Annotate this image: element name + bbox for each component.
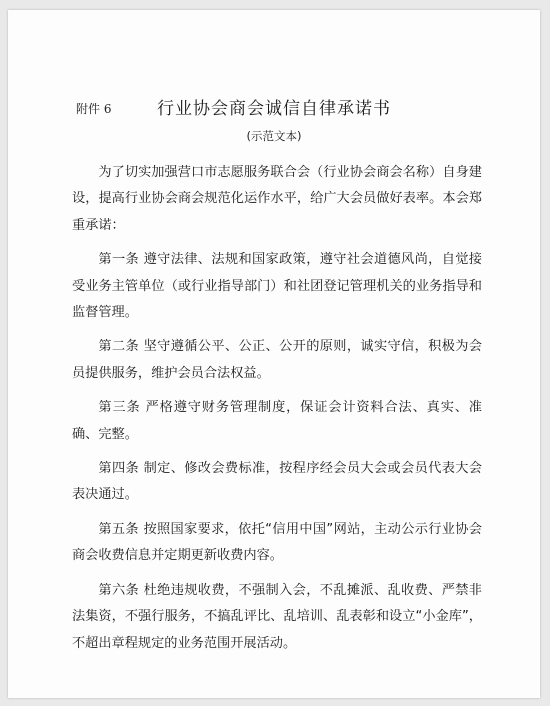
article-3: 第三条 严格遵守财务管理制度，保证会计资料合法、真实、准确、完整。: [72, 400, 482, 442]
article-4: 第四条 制定、修改会费标准，按程序经会员大会或会员代表大会表决通过。: [72, 461, 482, 503]
article-5: 第五条 按照国家要求，依托“信用中国”网站，主动公示行业协会商会收费信息并定期更新收费内容。: [72, 521, 482, 564]
intro-paragraph: 为了切实加强营口市志愿服务联合会（行业协会商会名称）自身建设，提高行业协会商会规范化运作水平，给广大会员做好表率。本会郑重承诺：: [72, 165, 482, 233]
article-2: 第二条 坚守遵循公平、公正、公开的原则，诚实守信，积极为会员提供服务，维护会员合法权益。: [72, 339, 482, 381]
annex-label: 附件 6: [76, 102, 112, 116]
document-page: [8, 10, 540, 698]
article-1: 第一条 遵守法律、法规和国家政策，遵守社会道德风尚，自觉接受业务主管单位（或行业指导部门）和社团登记管理机关的业务指导和监督管理。: [72, 252, 482, 321]
document-body: [72, 160, 482, 657]
document-title: 行业协会商会诚信自律承诺书: [157, 99, 391, 119]
article-6: 第六条 杜绝违规收费，不强制入会，不乱摊派、乱收费、严禁非法集资，不强行服务，不搞乱评比、乱培训、乱表彰和设立“小金库”，不超出章程规定的业务范围开展活动。: [72, 582, 482, 651]
document-subtitle: (示范文本): [246, 129, 302, 143]
